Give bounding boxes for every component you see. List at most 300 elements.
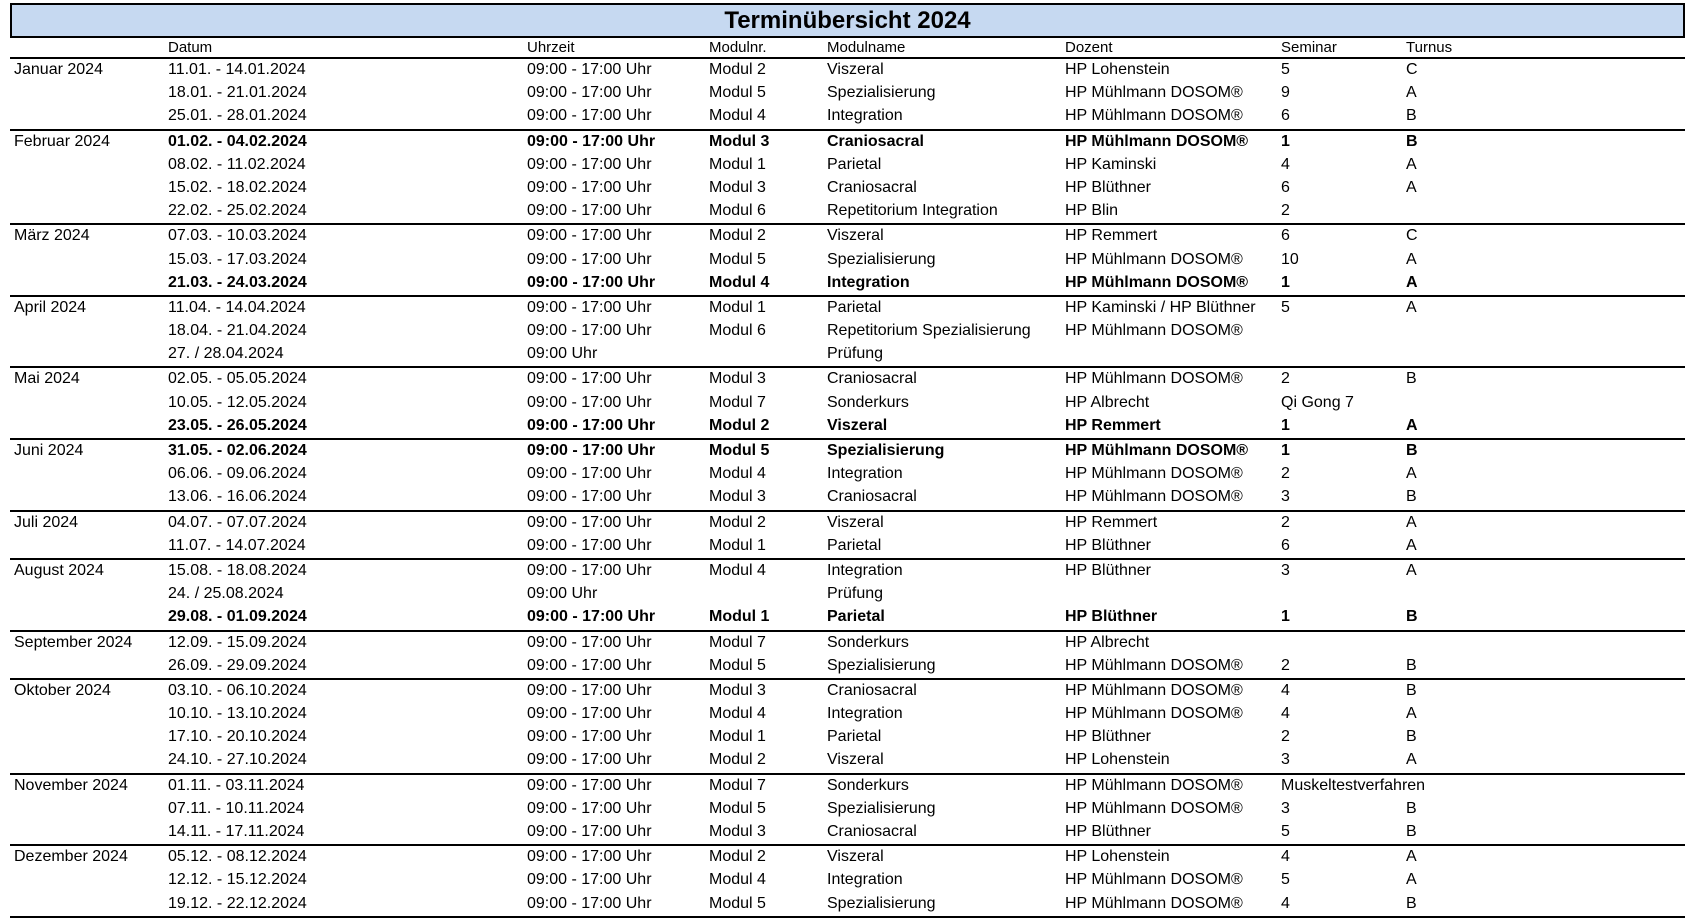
cell-turnus: A — [1406, 178, 1417, 196]
cell-uhrzeit: 09:00 - 17:00 Uhr — [523, 58, 705, 82]
cell-month — [10, 583, 164, 606]
cell-datum: 21.03. - 24.03.2024 — [168, 273, 307, 291]
cell-month — [10, 726, 164, 749]
cell-uhrzeit: 09:00 - 17:00 Uhr — [527, 751, 652, 769]
cell-seminar: 5 — [1281, 871, 1290, 889]
cell-month: Juni 2024 — [10, 439, 164, 463]
cell-seminar: 1 — [1281, 608, 1290, 626]
cell-month — [10, 606, 164, 630]
cell-datum: 07.03. - 10.03.2024 — [164, 224, 523, 248]
cell-month: August 2024 — [10, 559, 164, 583]
table-row — [10, 296, 1685, 320]
table-row — [10, 130, 1685, 154]
cell-datum: 11.01. - 14.01.2024 — [164, 58, 523, 82]
cell-datum: 18.04. - 21.04.2024 — [168, 322, 307, 340]
cell-uhrzeit: 09:00 - 17:00 Uhr — [527, 393, 652, 411]
cell-dozent: HP Blüthner — [1061, 559, 1277, 583]
cell-modulname: Integration — [827, 273, 910, 291]
cell-modulnr: Modul 5 — [709, 799, 766, 817]
cell-datum: 05.12. - 08.12.2024 — [164, 845, 523, 869]
cell-dozent: HP Mühlmann DOSOM® — [1065, 488, 1243, 506]
cell-uhrzeit: 09:00 - 17:00 Uhr — [527, 871, 652, 889]
table-row — [10, 655, 1685, 679]
cell-month — [10, 249, 164, 272]
cell-month: April 2024 — [10, 296, 164, 320]
table-row — [10, 439, 1685, 463]
cell-turnus: B — [1406, 656, 1417, 674]
cell-month — [10, 200, 164, 224]
cell-modulname: Prüfung — [827, 345, 884, 363]
cell-seminar: 5 — [1281, 823, 1290, 840]
table-row — [10, 463, 1685, 486]
cell-uhrzeit: 09:00 - 17:00 Uhr — [527, 728, 652, 746]
cell-seminar: 3 — [1277, 559, 1402, 583]
cell-dozent: HP Blüthner — [1065, 608, 1158, 626]
table-row — [10, 105, 1685, 129]
table-row — [10, 798, 1685, 821]
cell-modulname: Integration — [827, 465, 903, 483]
cell-turnus: B — [1402, 367, 1685, 391]
cell-dozent: HP Lohenstein — [1061, 58, 1277, 82]
cell-dozent: HP Mühlmann DOSOM® — [1061, 367, 1277, 391]
cell-datum: 11.04. - 14.04.2024 — [164, 296, 523, 320]
table-row — [10, 415, 1685, 439]
cell-turnus: A — [1406, 250, 1417, 268]
cell-dozent: HP Mühlmann DOSOM® — [1065, 705, 1243, 723]
cell-modulname: Viszeral — [827, 416, 888, 434]
cell-seminar: 5 — [1277, 58, 1402, 82]
cell-month: Januar 2024 — [10, 58, 164, 82]
cell-dozent: HP Mühlmann DOSOM® — [1065, 656, 1243, 674]
cell-modulname: Craniosacral — [827, 178, 917, 196]
cell-modulnr: Modul 7 — [705, 774, 823, 798]
cell-dozent: HP Mühlmann DOSOM® — [1061, 774, 1277, 798]
table-row — [10, 893, 1685, 917]
cell-turnus: B — [1406, 728, 1417, 746]
cell-uhrzeit: 09:00 - 17:00 Uhr — [523, 679, 705, 703]
cell-seminar: 4 — [1281, 894, 1290, 912]
table-row — [10, 486, 1685, 510]
cell-datum: 29.08. - 01.09.2024 — [168, 608, 307, 626]
cell-seminar — [1277, 631, 1402, 655]
cell-modulname: Parietal — [827, 728, 882, 746]
cell-dozent: HP Mühlmann DOSOM® — [1065, 84, 1243, 102]
table-row — [10, 224, 1685, 248]
cell-dozent: HP Blüthner — [1065, 728, 1151, 746]
cell-modulnr — [705, 583, 823, 606]
cell-turnus: A — [1406, 155, 1417, 173]
table-row — [10, 749, 1685, 773]
cell-modulname: Repetitorium Spezialisierung — [827, 322, 1031, 340]
table-row — [10, 869, 1685, 892]
cell-turnus: A — [1406, 751, 1417, 769]
cell-datum: 13.06. - 16.06.2024 — [168, 488, 307, 506]
table-row — [10, 703, 1685, 726]
cell-turnus: A — [1402, 559, 1685, 583]
cell-datum: 11.07. - 14.07.2024 — [168, 536, 306, 554]
cell-seminar: 5 — [1277, 296, 1402, 320]
cell-month: Februar 2024 — [10, 130, 164, 154]
cell-month — [10, 82, 164, 105]
table-row — [10, 367, 1685, 391]
cell-modulnr: Modul 6 — [709, 322, 766, 340]
cell-month: Dezember 2024 — [10, 845, 164, 869]
cell-modulnr: Modul 1 — [705, 296, 823, 320]
cell-modulname: Parietal — [827, 608, 885, 626]
table-row — [10, 606, 1685, 630]
cell-dozent: HP Mühlmann DOSOM® — [1061, 130, 1277, 154]
cell-uhrzeit: 09:00 - 17:00 Uhr — [523, 130, 705, 154]
cell-modulnr: Modul 4 — [709, 705, 766, 723]
cell-turnus — [1402, 583, 1685, 606]
cell-turnus: A — [1406, 465, 1417, 483]
cell-seminar: 6 — [1281, 107, 1290, 125]
cell-turnus: B — [1406, 823, 1417, 840]
cell-uhrzeit: 09:00 - 17:00 Uhr — [527, 250, 652, 268]
cell-modulnr: Modul 3 — [705, 679, 823, 703]
cell-modulname: Spezialisierung — [827, 656, 936, 674]
cell-modulname: Spezialisierung — [827, 250, 936, 268]
cell-dozent: HP Mühlmann DOSOM® — [1065, 322, 1243, 340]
cell-modulname: Prüfung — [827, 585, 884, 603]
cell-seminar — [1277, 320, 1402, 343]
cell-datum: 31.05. - 02.06.2024 — [164, 439, 523, 463]
cell-month — [10, 105, 164, 129]
header-modulnr: Modulnr. — [705, 38, 823, 58]
cell-modulnr: Modul 5 — [709, 656, 766, 674]
cell-modulnr: Modul 3 — [705, 130, 823, 154]
cell-month — [10, 869, 164, 892]
table-row — [10, 679, 1685, 703]
cell-modulnr: Modul 5 — [709, 250, 766, 268]
cell-turnus — [1402, 392, 1685, 415]
header-datum: Datum — [164, 38, 523, 58]
cell-month — [10, 392, 164, 415]
cell-modulname: Sonderkurs — [827, 393, 909, 411]
table-row — [10, 177, 1685, 200]
cell-seminar: 2 — [1281, 728, 1290, 746]
cell-datum: 12.09. - 15.09.2024 — [164, 631, 523, 655]
table-row — [10, 821, 1685, 845]
cell-turnus: A — [1406, 84, 1417, 102]
schedule-rows — [10, 58, 1685, 917]
cell-uhrzeit: 09:00 - 17:00 Uhr — [523, 845, 705, 869]
cell-seminar: 9 — [1281, 84, 1290, 102]
cell-datum: 25.01. - 28.01.2024 — [168, 107, 307, 125]
cell-modulnr: Modul 4 — [705, 559, 823, 583]
cell-seminar: Qi Gong 7 — [1281, 393, 1354, 411]
cell-modulname: Parietal — [827, 536, 882, 554]
cell-turnus: B — [1406, 894, 1417, 912]
cell-turnus: B — [1406, 608, 1418, 626]
cell-modulname: Spezialisierung — [823, 439, 1061, 463]
cell-modulname: Spezialisierung — [827, 894, 936, 912]
cell-month — [10, 893, 164, 917]
cell-modulnr: Modul 3 — [709, 488, 766, 506]
cell-turnus — [1402, 200, 1685, 224]
cell-dozent: HP Mühlmann DOSOM® — [1061, 679, 1277, 703]
table-row — [10, 392, 1685, 415]
cell-seminar: 2 — [1281, 465, 1290, 483]
cell-datum: 19.12. - 22.12.2024 — [168, 894, 307, 912]
header-row — [10, 38, 1685, 58]
table-row — [10, 200, 1685, 224]
cell-seminar: 6 — [1277, 224, 1402, 248]
cell-uhrzeit: 09:00 - 17:00 Uhr — [527, 799, 652, 817]
cell-seminar: 1 — [1277, 439, 1402, 463]
cell-modulnr: Modul 1 — [709, 728, 766, 746]
cell-seminar: 4 — [1281, 705, 1290, 723]
cell-uhrzeit: 09:00 Uhr — [527, 345, 598, 363]
cell-modulname: Viszeral — [823, 845, 1061, 869]
table-row — [10, 774, 1685, 798]
cell-seminar: 4 — [1277, 845, 1402, 869]
cell-datum: 15.02. - 18.02.2024 — [168, 178, 307, 196]
cell-dozent: HP Mühlmann DOSOM® — [1065, 107, 1243, 125]
cell-modulname: Craniosacral — [823, 679, 1061, 703]
cell-modulnr: Modul 1 — [709, 155, 766, 173]
cell-uhrzeit: 09:00 - 17:00 Uhr — [523, 559, 705, 583]
cell-uhrzeit: 09:00 - 17:00 Uhr — [523, 439, 705, 463]
cell-modulname: Viszeral — [823, 58, 1061, 82]
cell-datum: 17.10. - 20.10.2024 — [168, 728, 307, 746]
cell-dozent: HP Mühlmann DOSOM® — [1065, 894, 1243, 912]
cell-turnus — [1402, 343, 1685, 367]
cell-seminar: 10 — [1281, 250, 1299, 268]
cell-month — [10, 821, 164, 845]
cell-month — [10, 177, 164, 200]
cell-dozent: HP Remmert — [1061, 224, 1277, 248]
cell-turnus: B — [1402, 130, 1685, 154]
cell-datum: 08.02. - 11.02.2024 — [168, 155, 306, 173]
cell-datum: 02.05. - 05.05.2024 — [164, 367, 523, 391]
cell-turnus — [1402, 774, 1685, 798]
cell-uhrzeit: 09:00 - 17:00 Uhr — [527, 465, 652, 483]
header-uhrzeit: Uhrzeit — [523, 38, 705, 58]
cell-dozent: HP Kaminski / HP Blüthner — [1061, 296, 1277, 320]
cell-seminar: 6 — [1281, 536, 1290, 554]
cell-modulname: Viszeral — [823, 511, 1061, 535]
cell-modulname: Repetitorium Integration — [827, 202, 998, 220]
cell-modulnr: Modul 1 — [709, 608, 770, 626]
cell-dozent: HP Blüthner — [1065, 178, 1151, 196]
cell-modulnr: Modul 7 — [705, 631, 823, 655]
cell-modulnr: Modul 1 — [709, 536, 766, 554]
cell-modulname: Craniosacral — [827, 823, 917, 840]
cell-month: November 2024 — [10, 774, 164, 798]
cell-uhrzeit: 09:00 Uhr — [527, 585, 598, 603]
cell-datum: 12.12. - 15.12.2024 — [168, 871, 307, 889]
table-row — [10, 343, 1685, 367]
sheet-title: Terminübersicht 2024 — [10, 3, 1685, 38]
cell-seminar: 6 — [1281, 178, 1290, 196]
table-row — [10, 82, 1685, 105]
table-row — [10, 154, 1685, 177]
schedule-sheet — [10, 3, 1685, 918]
cell-seminar: 3 — [1281, 799, 1290, 817]
cell-dozent: HP Remmert — [1065, 416, 1161, 434]
cell-modulnr — [705, 343, 823, 367]
table-row — [10, 249, 1685, 272]
cell-month — [10, 154, 164, 177]
cell-datum: 06.06. - 09.06.2024 — [168, 465, 307, 483]
cell-modulname: Integration — [827, 705, 903, 723]
cell-modulname: Parietal — [823, 296, 1061, 320]
cell-dozent: HP Mühlmann DOSOM® — [1065, 871, 1243, 889]
cell-dozent: HP Mühlmann DOSOM® — [1065, 273, 1249, 291]
cell-turnus: B — [1406, 488, 1417, 506]
cell-modulnr: Modul 2 — [709, 416, 770, 434]
cell-modulnr: Modul 4 — [709, 107, 766, 125]
table-row — [10, 631, 1685, 655]
table-row — [10, 559, 1685, 583]
cell-modulname: Integration — [827, 107, 903, 125]
cell-modulname: Parietal — [827, 155, 882, 173]
cell-uhrzeit: 09:00 - 17:00 Uhr — [527, 178, 652, 196]
cell-turnus: B — [1402, 439, 1685, 463]
cell-seminar: 4 — [1277, 679, 1402, 703]
cell-dozent: HP Blin — [1065, 202, 1119, 220]
cell-modulnr: Modul 2 — [705, 845, 823, 869]
cell-datum: 14.11. - 17.11.2024 — [168, 823, 305, 840]
cell-seminar: Muskeltestverfahren — [1277, 774, 1402, 798]
cell-modulnr: Modul 5 — [709, 84, 766, 102]
cell-modulname: Spezialisierung — [827, 799, 936, 817]
cell-month — [10, 463, 164, 486]
cell-uhrzeit: 09:00 - 17:00 Uhr — [527, 656, 652, 674]
cell-datum: 26.09. - 29.09.2024 — [168, 656, 307, 674]
cell-uhrzeit: 09:00 - 17:00 Uhr — [523, 631, 705, 655]
cell-datum: 24. / 25.08.2024 — [168, 585, 284, 603]
cell-modulnr: Modul 5 — [705, 439, 823, 463]
table-row — [10, 845, 1685, 869]
cell-turnus: A — [1402, 845, 1685, 869]
cell-uhrzeit: 09:00 - 17:00 Uhr — [523, 511, 705, 535]
cell-dozent: HP Lohenstein — [1061, 845, 1277, 869]
cell-dozent: HP Mühlmann DOSOM® — [1061, 439, 1277, 463]
cell-dozent: HP Mühlmann DOSOM® — [1065, 799, 1243, 817]
cell-month — [10, 272, 164, 296]
cell-datum: 04.07. - 07.07.2024 — [164, 511, 523, 535]
header-turnus: Turnus — [1402, 38, 1685, 58]
cell-month — [10, 415, 164, 439]
cell-uhrzeit: 09:00 - 17:00 Uhr — [527, 416, 656, 434]
cell-dozent: HP Albrecht — [1065, 393, 1150, 411]
cell-seminar: 2 — [1277, 367, 1402, 391]
cell-dozent: HP Remmert — [1061, 511, 1277, 535]
cell-uhrzeit: 09:00 - 17:00 Uhr — [527, 823, 652, 840]
cell-seminar: 3 — [1281, 488, 1290, 506]
cell-month: Mai 2024 — [10, 367, 164, 391]
cell-datum: 23.05. - 26.05.2024 — [168, 416, 307, 434]
cell-seminar: 2 — [1281, 202, 1290, 220]
cell-modulname: Sonderkurs — [823, 774, 1061, 798]
cell-datum: 15.08. - 18.08.2024 — [164, 559, 523, 583]
cell-month — [10, 486, 164, 510]
cell-uhrzeit: 09:00 - 17:00 Uhr — [527, 894, 652, 912]
cell-modulnr: Modul 3 — [709, 823, 766, 840]
cell-turnus: B — [1402, 679, 1685, 703]
cell-modulname: Viszeral — [827, 751, 884, 769]
cell-modulnr: Modul 7 — [709, 393, 766, 411]
cell-dozent: HP Mühlmann DOSOM® — [1065, 250, 1243, 268]
cell-turnus: A — [1402, 511, 1685, 535]
cell-modulnr: Modul 5 — [709, 894, 766, 912]
cell-uhrzeit: 09:00 - 17:00 Uhr — [523, 224, 705, 248]
table-row — [10, 726, 1685, 749]
cell-uhrzeit: 09:00 - 17:00 Uhr — [523, 367, 705, 391]
cell-datum: 18.01. - 21.01.2024 — [168, 84, 307, 102]
header-modulname: Modulname — [823, 38, 1061, 58]
cell-dozent: HP Kaminski — [1065, 155, 1157, 173]
cell-seminar: 2 — [1281, 656, 1290, 674]
cell-month — [10, 343, 164, 367]
cell-uhrzeit: 09:00 - 17:00 Uhr — [527, 202, 652, 220]
table-row — [10, 535, 1685, 559]
cell-turnus — [1402, 631, 1685, 655]
cell-month: Oktober 2024 — [10, 679, 164, 703]
cell-uhrzeit: 09:00 - 17:00 Uhr — [527, 488, 652, 506]
cell-uhrzeit: 09:00 - 17:00 Uhr — [527, 155, 652, 173]
cell-seminar — [1277, 583, 1402, 606]
cell-uhrzeit: 09:00 - 17:00 Uhr — [527, 608, 656, 626]
cell-datum: 15.03. - 17.03.2024 — [168, 250, 307, 268]
cell-turnus: A — [1406, 705, 1417, 723]
header-month — [10, 38, 164, 58]
cell-modulname: Integration — [823, 559, 1061, 583]
cell-modulname: Craniosacral — [823, 130, 1061, 154]
cell-modulnr: Modul 2 — [705, 224, 823, 248]
cell-turnus: B — [1406, 799, 1417, 817]
cell-turnus: A — [1406, 871, 1417, 889]
cell-turnus: A — [1406, 536, 1417, 554]
table-row — [10, 58, 1685, 82]
cell-dozent — [1061, 343, 1277, 367]
cell-month: September 2024 — [10, 631, 164, 655]
cell-turnus: B — [1406, 107, 1417, 125]
table-row — [10, 511, 1685, 535]
schedule-table — [10, 38, 1685, 918]
cell-datum: 24.10. - 27.10.2024 — [168, 751, 307, 769]
cell-seminar: 2 — [1277, 511, 1402, 535]
cell-turnus: A — [1406, 273, 1418, 291]
cell-turnus — [1402, 320, 1685, 343]
cell-turnus: C — [1402, 224, 1685, 248]
cell-modulnr: Modul 2 — [705, 58, 823, 82]
cell-month — [10, 655, 164, 679]
cell-modulnr: Modul 4 — [709, 273, 770, 291]
cell-modulname: Sonderkurs — [823, 631, 1061, 655]
cell-uhrzeit: 09:00 - 17:00 Uhr — [523, 296, 705, 320]
cell-dozent: HP Mühlmann DOSOM® — [1065, 465, 1243, 483]
cell-uhrzeit: 09:00 - 17:00 Uhr — [527, 536, 652, 554]
cell-modulnr: Modul 2 — [705, 511, 823, 535]
cell-datum: 07.11. - 10.11.2024 — [168, 799, 305, 817]
cell-modulname: Craniosacral — [823, 367, 1061, 391]
cell-datum: 27. / 28.04.2024 — [168, 345, 284, 363]
cell-month — [10, 703, 164, 726]
table-row — [10, 583, 1685, 606]
cell-modulname: Integration — [827, 871, 903, 889]
cell-modulnr: Modul 3 — [705, 367, 823, 391]
cell-modulnr: Modul 4 — [709, 871, 766, 889]
cell-datum: 10.10. - 13.10.2024 — [168, 705, 307, 723]
cell-modulname: Craniosacral — [827, 488, 917, 506]
cell-dozent: HP Lohenstein — [1065, 751, 1170, 769]
cell-turnus: A — [1402, 296, 1685, 320]
cell-seminar — [1277, 343, 1402, 367]
cell-month: März 2024 — [10, 224, 164, 248]
